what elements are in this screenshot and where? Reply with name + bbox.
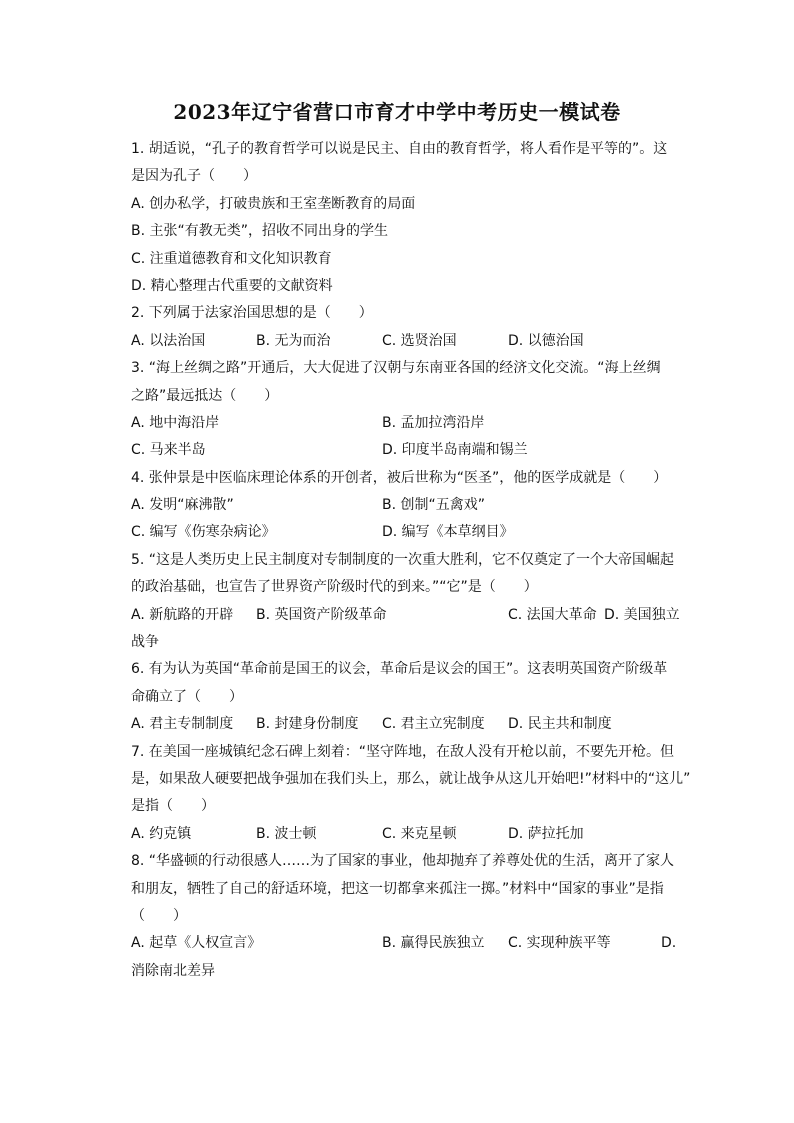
option-b: B. 赢得民族独立 (382, 935, 485, 952)
question-stem: 和朋友，牺牲了自己的舒适环境，把这一切都拿来孤注一掷。”材料中“国家的事业”是指 (131, 880, 664, 897)
option-a: A. 以法治国 (131, 332, 206, 349)
option-b: B. 孟加拉湾沿岸 (382, 414, 485, 431)
option-c: C. 马来半岛 (131, 442, 206, 459)
options-row (131, 410, 691, 437)
option-d: D. (661, 935, 677, 952)
question-8 (131, 848, 691, 985)
option-c: C. 法国大革命 (508, 606, 597, 623)
question-stem: 1. 胡适说，“孔子的教育哲学可以说是民主、自由的教育哲学，将人看作是平等的”。这 (131, 141, 668, 157)
options-row (131, 930, 691, 957)
option-d: D. 印度半岛南端和锡兰 (382, 442, 528, 459)
question-stem: 5. “这是人类历史上民主制度对专制制度的一次重大胜利，它不仅奠定了一个大帝国崛起 (131, 551, 675, 568)
options-row (131, 602, 691, 629)
question-6 (131, 656, 691, 738)
option-a: A. 创办私学，打破贵族和王室垄断教育的局面 (131, 195, 416, 212)
question-stem: 2. 下列属于法家治国思想的是（ ） (131, 305, 373, 322)
option-b: B. 创制“五禽戏” (382, 497, 486, 514)
option-c: C. 选贤治国 (382, 332, 457, 349)
question-stem: 的政治基础，也宣告了世界资产阶级时代的到来。”“它”是（ ） (131, 579, 538, 596)
option-b: B. 波士顿 (256, 825, 317, 842)
question-3 (131, 355, 691, 465)
question-stem: 是因为孔子（ ） (131, 168, 257, 185)
options-row (131, 711, 691, 738)
option-d: D. 美国独立 (604, 606, 680, 623)
option-c: C. 来克星顿 (382, 825, 457, 842)
option-d-continued: 消除南北差异 (131, 962, 215, 979)
option-d: D. 萨拉托加 (508, 825, 584, 842)
option-a: A. 起草《人权宣言》 (131, 935, 262, 952)
question-7 (131, 739, 691, 849)
question-1 (131, 136, 691, 300)
option-d: D. 以德治国 (508, 332, 584, 349)
options-row (131, 492, 691, 519)
option-a: A. 君主专制制度 (131, 716, 234, 733)
question-list (131, 136, 691, 985)
question-stem: 之路”最远抵达（ ） (131, 387, 279, 404)
options-row (131, 519, 691, 546)
option-c: C. 编写《伤寒杂病论》 (131, 524, 276, 541)
option-c: C. 注重道德教育和文化知识教育 (131, 250, 332, 267)
option-d-continued: 战争 (131, 634, 159, 651)
options-row (131, 328, 691, 355)
option-a: A. 新航路的开辟 (131, 606, 234, 623)
option-b: B. 英国资产阶级革命 (256, 606, 387, 623)
page-title: 2023年辽宁省营口市育才中学中考历史一模试卷 (173, 100, 621, 124)
option-b: B. 主张“有教无类”，招收不同出身的学生 (131, 223, 389, 240)
options-row (131, 821, 691, 848)
option-d: D. 民主共和制度 (508, 716, 612, 733)
option-c: C. 君主立宪制度 (382, 716, 485, 733)
option-b: B. 无为而治 (256, 332, 331, 349)
question-stem: 3. “海上丝绸之路”开通后，大大促进了汉朝与东南亚各国的经济文化交流。“海上丝绸 (131, 360, 661, 377)
option-a: A. 发明“麻沸散” (131, 497, 234, 514)
question-stem: 4. 张仲景是中医临床理论体系的开创者，被后世称为“医圣”，他的医学成就是（ ） (131, 469, 668, 486)
question-5 (131, 547, 691, 657)
question-stem: 是指（ ） (131, 798, 215, 815)
option-a: A. 约克镇 (131, 825, 192, 842)
option-d: D. 精心整理古代重要的文献资料 (131, 277, 333, 294)
question-stem: 命确立了（ ） (131, 688, 243, 705)
question-stem: （ ） (131, 907, 187, 924)
option-c: C. 实现种族平等 (508, 935, 611, 952)
options-row (131, 437, 691, 464)
question-stem: 7. 在美国一座城镇纪念石碑上刻着：“坚守阵地，在敌人没有开枪以前，不要先开枪。但 (131, 743, 675, 760)
question-2 (131, 300, 691, 355)
option-a: A. 地中海沿岸 (131, 414, 220, 431)
question-stem: 8. “华盛顿的行动很感人……为了国家的事业，他却抛弃了养尊处优的生活，离开了家人 (131, 853, 675, 870)
question-stem: 6. 有为认为英国“革命前是国王的议会，革命后是议会的国王”。这表明英国资产阶级革 (131, 661, 668, 678)
option-b: B. 封建身份制度 (256, 716, 359, 733)
option-d: D. 编写《本草纲目》 (382, 524, 514, 541)
question-4 (131, 465, 691, 547)
question-stem: 是，如果敌人硬要把战争强加在我们头上，那么，就让战争从这儿开始吧!”材料中的“这儿” (131, 770, 691, 787)
